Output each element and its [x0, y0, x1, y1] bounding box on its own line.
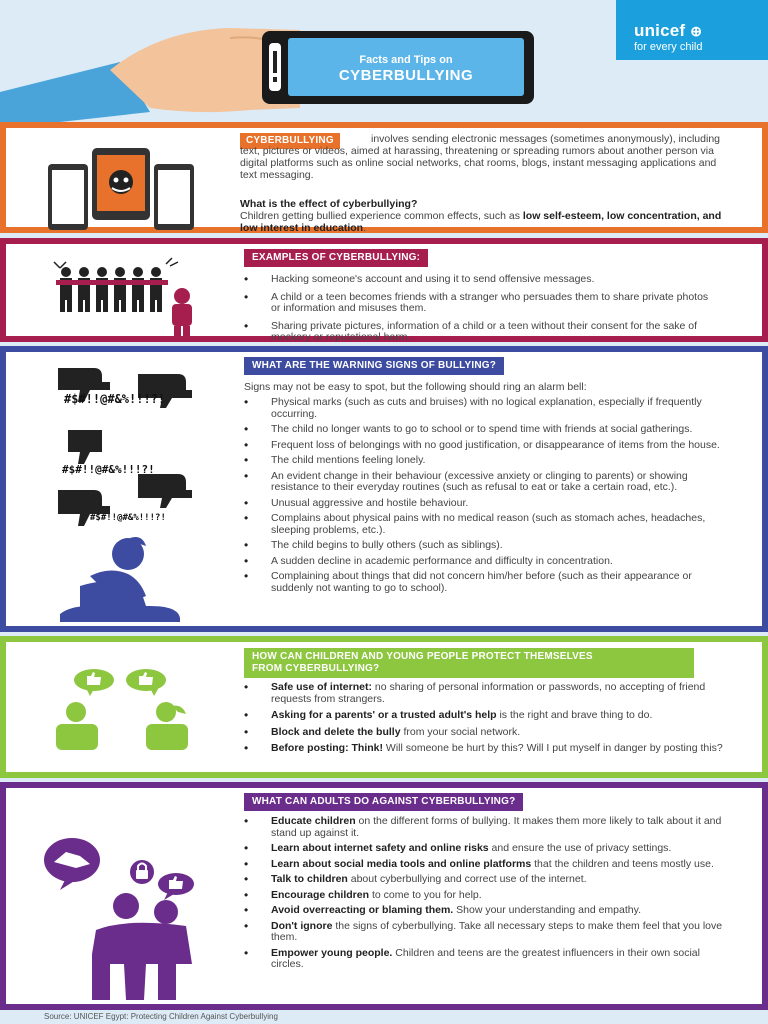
- list-item: [244, 816, 724, 839]
- adults-support-icon: [36, 834, 216, 1004]
- list-item: [244, 743, 724, 755]
- phone-illustration: [262, 31, 534, 104]
- section1-answer-bold: low self-esteem, low concentration, and low interest in education: [240, 210, 722, 234]
- list-item: [244, 859, 724, 871]
- section1-intro-text: involves sending electronic messages (sometimes anonymously), including text, pictures or videos, aimed at harassing, threatening or spreading rumors about another person via digital platforms such as online social networks, chat rooms, blogs, instant messaging applications and text messaging.: [240, 133, 720, 181]
- symbol-text-2: #$#!!@#&%!!!?!: [62, 463, 155, 476]
- section3-tag: WHAT ARE THE WARNING SIGNS OF BULLYING?: [244, 357, 504, 375]
- list-item: [244, 905, 724, 917]
- section1-answer-end: .: [363, 222, 367, 234]
- list-item: [244, 682, 724, 705]
- list-item: • Frequent loss of belongings with no good justification, or disappearance of items from the house.: [244, 440, 724, 452]
- list-item: • Complains about physical pains with no medical reason (such as stomach aches, headaches, sleeping problems, etc.).: [244, 513, 724, 536]
- section4-tag: [244, 648, 694, 678]
- protect-list: [244, 682, 724, 755]
- section4-tag-line1: HOW CAN CHILDREN AND YOUNG PEOPLE PROTECT THEMSELVES: [252, 651, 593, 662]
- hero-subtitle: Facts and Tips on: [359, 54, 453, 66]
- sad-child-icon: [50, 536, 190, 626]
- item-bold: Avoid overreacting or blaming them.: [271, 904, 454, 916]
- list-item: • The child no longer wants to go to school or to spend time with friends at social gatherings.: [244, 424, 724, 436]
- symbol-text-1: #$#!!@#&%!!!?!: [64, 392, 166, 406]
- section-protect-themselves: [0, 636, 768, 778]
- item-bold: Safe use of internet:: [271, 681, 372, 693]
- section1-answer-plain: Children getting bullied experience common effects, such as: [240, 210, 523, 222]
- hero-title: CYBERBULLYING: [338, 67, 474, 84]
- item-bold: Before posting: Think!: [271, 742, 383, 754]
- warning-signs-list: [244, 397, 724, 594]
- list-item: [244, 874, 724, 886]
- item-text: that the children and teens mostly use.: [531, 857, 714, 870]
- item-text: Children and teens are the greatest influencers in their own social circles.: [271, 946, 700, 970]
- section-examples: [0, 238, 768, 342]
- item-bold: Learn about social media tools and online platforms: [271, 857, 532, 870]
- globe-icon: ⊕: [690, 23, 703, 39]
- header-banner: [0, 0, 768, 122]
- brand-tagline: for every child: [634, 41, 703, 53]
- section-adults: [0, 782, 768, 1010]
- section4-tag-line2: FROM CYBERBULLYING?: [252, 663, 380, 674]
- item-text: the signs of cyberbullying. Take all necessary steps to make them feel that you love them.: [271, 919, 723, 943]
- phones-with-bully-icon: [46, 140, 196, 232]
- section1-intro: [240, 133, 730, 181]
- item-text: from your social network.: [400, 725, 521, 738]
- item-text: is the right and brave thing to do.: [496, 709, 653, 721]
- list-item: [244, 727, 724, 739]
- thumbs-down-icons: [46, 360, 206, 530]
- brand-name: unicef: [634, 21, 686, 40]
- item-text: about cyberbullying and correct use of the internet.: [347, 873, 587, 885]
- section2-tag: EXAMPLES OF CYBERBULLYING:: [244, 249, 428, 267]
- item-bold: Don't ignore: [271, 919, 333, 932]
- phone-screen: [288, 38, 524, 96]
- item-bold: Talk to children: [271, 873, 348, 885]
- section1-question-text: What is the effect of cyberbullying?: [240, 198, 418, 210]
- group-excluding-child-icon: [46, 254, 206, 340]
- hand-holding-phone-illustration: [0, 0, 300, 122]
- item-bold: Educate children: [271, 815, 356, 827]
- item-bold: Block and delete the bully: [271, 725, 401, 738]
- list-item: [244, 843, 724, 855]
- section5-tag: WHAT CAN ADULTS DO AGAINST CYBERBULLYING?: [244, 793, 523, 811]
- item-text: no sharing of personal information or passwords, no accepting of friend requests from strangers.: [271, 681, 706, 705]
- item-text: Will someone be hurt by this? Will I put myself in danger by posting this?: [383, 742, 723, 754]
- children-thumbs-up-icon: [46, 668, 206, 752]
- list-item: • A child or a teen becomes friends with a stranger who persuades them to share private photos or information and misuses them.: [244, 292, 714, 315]
- exclamation-icon: [268, 43, 282, 91]
- list-item: [244, 890, 724, 902]
- list-item: • Unusual aggressive and hostile behaviour.: [244, 498, 724, 510]
- list-item: • Physical marks (such as cuts and bruises) with no logical explanation, especially if frequently occurring.: [244, 397, 724, 420]
- item-bold: Encourage children: [271, 888, 370, 901]
- list-item: • Hacking someone's account and using it to send offensive messages.: [244, 274, 714, 286]
- item-text: to come to you for help.: [369, 888, 482, 901]
- list-item: • The child begins to bully others (such as siblings).: [244, 540, 724, 552]
- item-text: Show your understanding and empathy.: [453, 904, 641, 916]
- list-item: • Complaining about things that did not concern him/her before (such as their appearance or suddenly not wanting to go to school).: [244, 571, 724, 594]
- unicef-logo: [616, 0, 768, 60]
- item-bold: Learn about internet safety and online risks: [271, 842, 489, 854]
- item-text: and ensure the use of privacy settings.: [488, 842, 672, 854]
- section3-intro: Signs may not be easy to spot, but the following should ring an alarm bell:: [244, 381, 587, 393]
- item-text: on the different forms of bullying. It makes them more likely to talk about it and stand up against it.: [271, 815, 722, 839]
- section-definition: [0, 122, 768, 233]
- list-item: [244, 921, 724, 944]
- section-warning-signs: [0, 346, 768, 632]
- list-item: • The child mentions feeling lonely.: [244, 455, 724, 467]
- symbol-text-3: #$#!!@#&%!!!?!: [90, 513, 166, 523]
- list-item: • A sudden decline in academic performance and difficulty in concentration.: [244, 556, 724, 568]
- item-bold: Asking for a parents' or a trusted adult's help: [271, 709, 497, 721]
- examples-list: [244, 274, 714, 344]
- source-note: Source: UNICEF Egypt: Protecting Children Against Cyberbullying: [44, 1012, 278, 1021]
- item-bold: Empower young people.: [271, 946, 393, 959]
- list-item: • An evident change in their behaviour (excessive anxiety or clinging to parents) or showing resistance to their everyday routines (such as refusal to eat or take a certain road, etc.).: [244, 471, 724, 494]
- section1-question: [240, 198, 730, 210]
- section1-answer: [240, 210, 730, 234]
- list-item: • Sharing private pictures, information of a child or a teen without their consent for the sake of mockery or reputational harm.: [244, 321, 714, 344]
- section1-tag: CYBERBULLYING: [240, 133, 340, 149]
- list-item: [244, 948, 724, 971]
- list-item: [244, 710, 724, 722]
- adults-list: [244, 816, 724, 971]
